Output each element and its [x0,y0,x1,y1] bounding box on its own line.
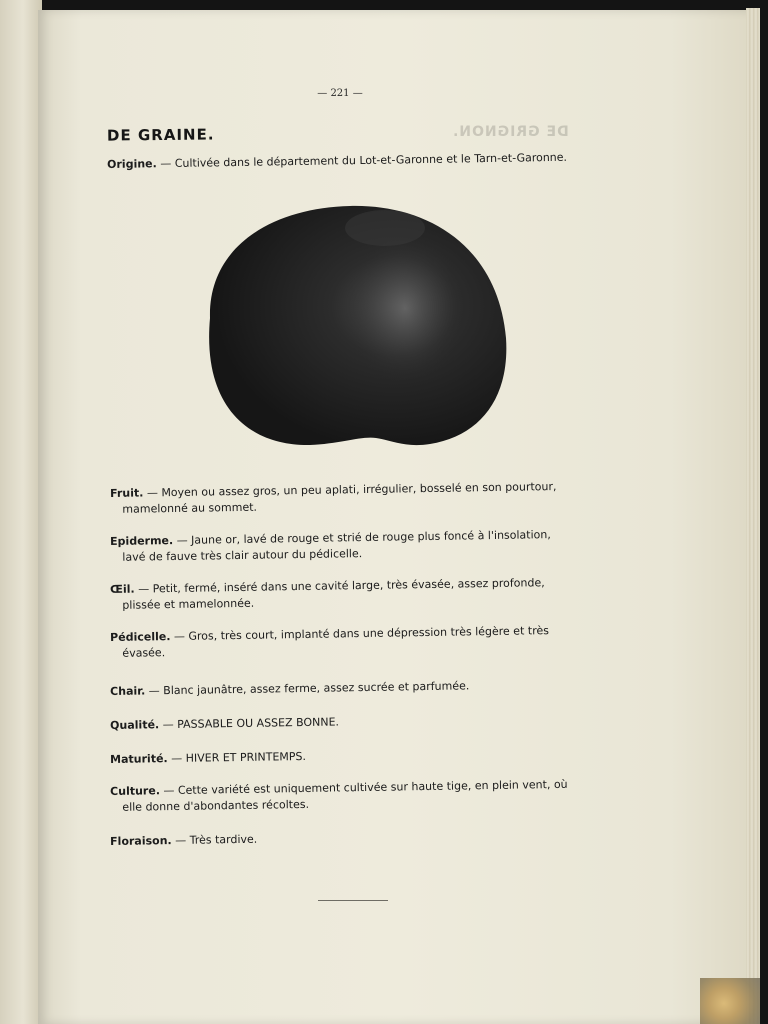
page-stack-edge [746,8,760,1024]
left-page-edge [0,0,42,1024]
section-text: — Gros, très court, implanté dans une dépression très légère et très [170,624,550,644]
section-label: Qualité. [110,718,160,732]
section-text: — PASSABLE OU ASSEZ BONNE. [159,715,340,732]
section-label: Fruit. [110,486,144,500]
section-label: Pédicelle. [110,630,171,644]
page-title: DE GRAINE. [106,125,215,145]
origin-label: Origine. [107,157,157,171]
section-text: — Jaune or, lavé de rouge et strié de rouge plus foncé à l'insolation, [173,528,551,548]
section-text: — Blanc jaunâtre, assez ferme, assez sucrée et parfumée. [145,679,470,698]
corner-thumbnail [700,978,760,1024]
section-label: Culture. [110,784,161,798]
section-label: Œil. [110,582,135,596]
page-number: — 221 — [317,88,363,99]
section-text: — Très tardive. [171,832,258,848]
end-rule [318,900,388,901]
section-label: Floraison. [110,834,172,848]
section-text: — HIVER ET PRINTEMPS. [167,749,307,766]
section-label: Maturité. [110,752,168,766]
bleed-through-title: DE GRIGNON. [452,124,569,140]
section-text-continued: plissée et mamelonnée. [122,596,255,612]
section-label: Epiderme. [110,534,174,548]
section-text: — Cette variété est uniquement cultivée sur haute tige, en plein vent, où [159,777,568,798]
section-text: — Petit, fermé, inséré dans une cavité large, très évasée, assez profonde, [134,576,545,596]
section-label: Chair. [110,684,146,698]
section-text: — Moyen ou assez gros, un peu aplati, irrégulier, bosselé en son pourtour, [143,479,557,500]
section-text-continued: elle donne d'abondantes récoltes. [122,797,310,814]
section-text-continued: lavé de fauve très clair autour du pédicelle. [122,547,363,564]
section-text-continued: évasée. [122,646,166,660]
section-text-continued: mamelonné au sommet. [122,500,258,516]
apple-illustration [180,198,514,452]
origin-text: — Cultivée dans le département du Lot-et-Garonne et le Tarn-et-Garonne. [156,150,568,171]
